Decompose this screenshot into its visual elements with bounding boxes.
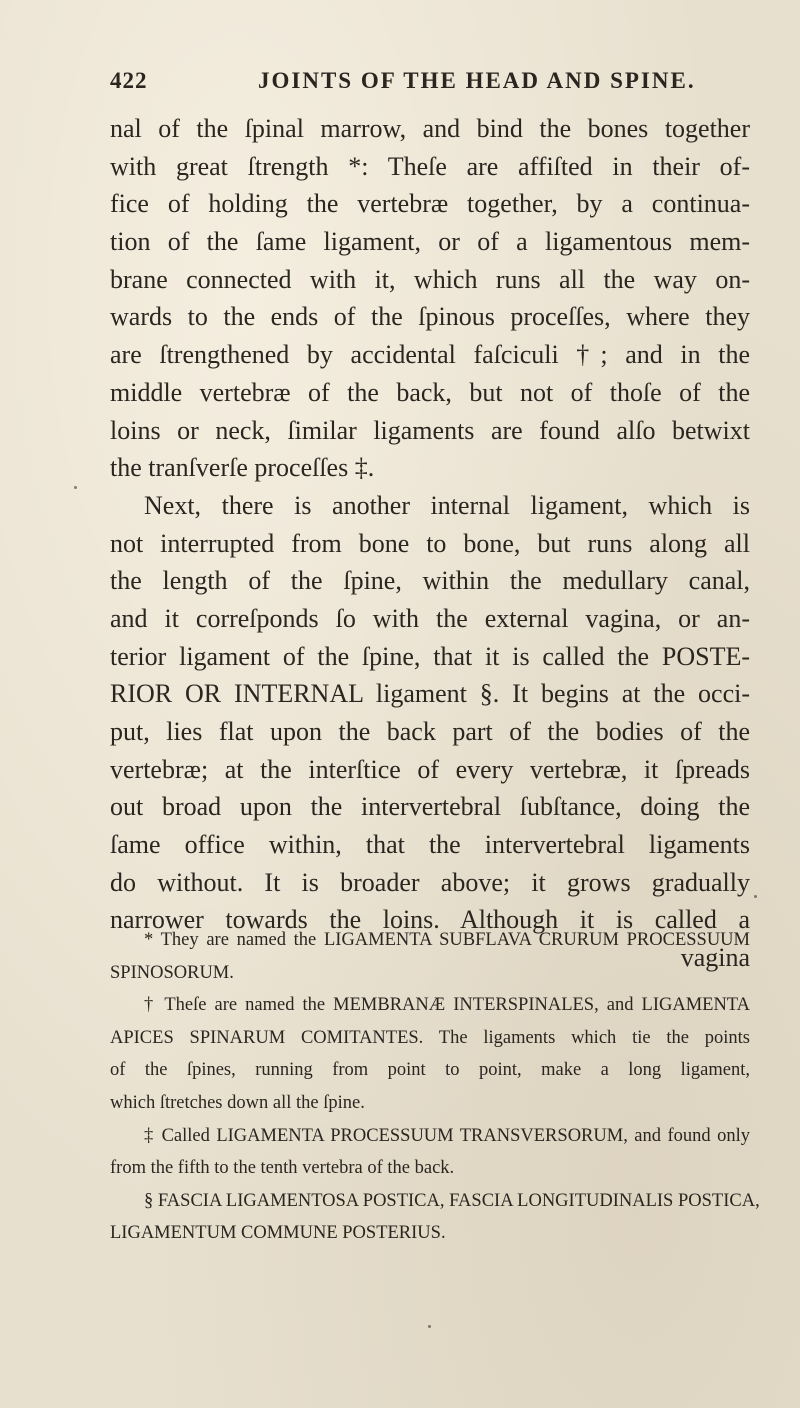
text-line: with great ſtrength *: Theſe are affiſted in their of-: [110, 151, 750, 181]
footnotes: [110, 924, 760, 1250]
footnote-line: SPINOSORUM.: [110, 962, 234, 983]
running-title: JOINTS OF THE HEAD AND SPINE.: [258, 68, 696, 93]
ink-speck: [754, 895, 757, 898]
footnote-line: § FASCIA LIGAMENTOSA POSTICA, FASCIA LONGITUDINALIS POSTICA,: [144, 1190, 760, 1211]
ink-speck: [428, 1325, 431, 1328]
text-line: out broad upon the intervertebral ſubſtance, doing the: [110, 792, 750, 822]
text-line: put, lies flat upon the back part of the bodies of the: [110, 717, 750, 746]
text-line: middle vertebræ of the back, but not of thoſe of the: [110, 377, 750, 407]
footnote-line: APICES SPINARUM COMITANTES. The ligaments which tie the points: [110, 1027, 750, 1048]
footnote-line: † Theſe are named the MEMBRANÆ INTERSPINALES, and LIGAMENTA: [144, 995, 750, 1016]
text-line: fice of holding the vertebræ together, by a continua-: [110, 189, 750, 219]
text-line: not interrupted from bone to bone, but runs along all: [110, 528, 750, 558]
page-number: 422: [110, 68, 148, 93]
footnote-line: of the ſpines, running from point to point, make a long ligament,: [110, 1060, 750, 1081]
text-line: RIOR OR INTERNAL ligament §. It begins at the occi-: [110, 679, 750, 709]
footnote-line: ‡ Called LIGAMENTA PROCESSUUM TRANSVERSORUM, and found only: [144, 1125, 750, 1146]
footnote-line: from the fifth to the tenth vertebra of the back.: [110, 1158, 455, 1179]
text-line: and it correſponds ſo with the external vagina, or an-: [110, 603, 750, 633]
footnote-line: which ſtretches down all the ſpine.: [110, 1092, 365, 1113]
text-line: the length of the ſpine, within the medullary canal,: [110, 566, 750, 596]
text-line: the tranſverſe proceſſes ‡.: [110, 453, 375, 483]
text-line: are ſtrengthened by accidental faſciculi †; and in the: [110, 340, 750, 370]
text-line: tion of the ſame ligament, or of a ligamentous mem-: [110, 227, 750, 257]
text-line: wards to the ends of the ſpinous proceſſes, where they: [110, 302, 750, 332]
text-line: loins or neck, ſimilar ligaments are found alſo betwixt: [110, 415, 750, 445]
page-header: [110, 68, 750, 102]
text-line: ſame office within, that the intervertebral ligaments: [110, 830, 750, 860]
footnote-line: * They are named the LIGAMENTA SUBFLAVA CRURUM PROCESSUUM: [144, 930, 750, 950]
text-line: brane connected with it, which runs all the way on-: [110, 264, 750, 294]
text-line: narrower towards the loins. Although it is called a: [110, 905, 750, 935]
text-line: Next, there is another internal ligament, which is: [144, 490, 750, 520]
body-text: [110, 110, 750, 977]
catchword: vagina: [680, 943, 750, 973]
text-line: vertebræ; at the interſtice of every vertebræ, it ſpreads: [110, 754, 750, 784]
text-line: terior ligament of the ſpine, that it is called the POSTE-: [110, 641, 750, 671]
text-line: nal of the ſpinal marrow, and bind the bones together: [110, 114, 750, 143]
text-line: do without. It is broader above; it grows gradually: [110, 867, 750, 897]
ink-speck: [74, 486, 77, 489]
footnote-line: LIGAMENTUM COMMUNE POSTERIUS.: [110, 1223, 446, 1244]
